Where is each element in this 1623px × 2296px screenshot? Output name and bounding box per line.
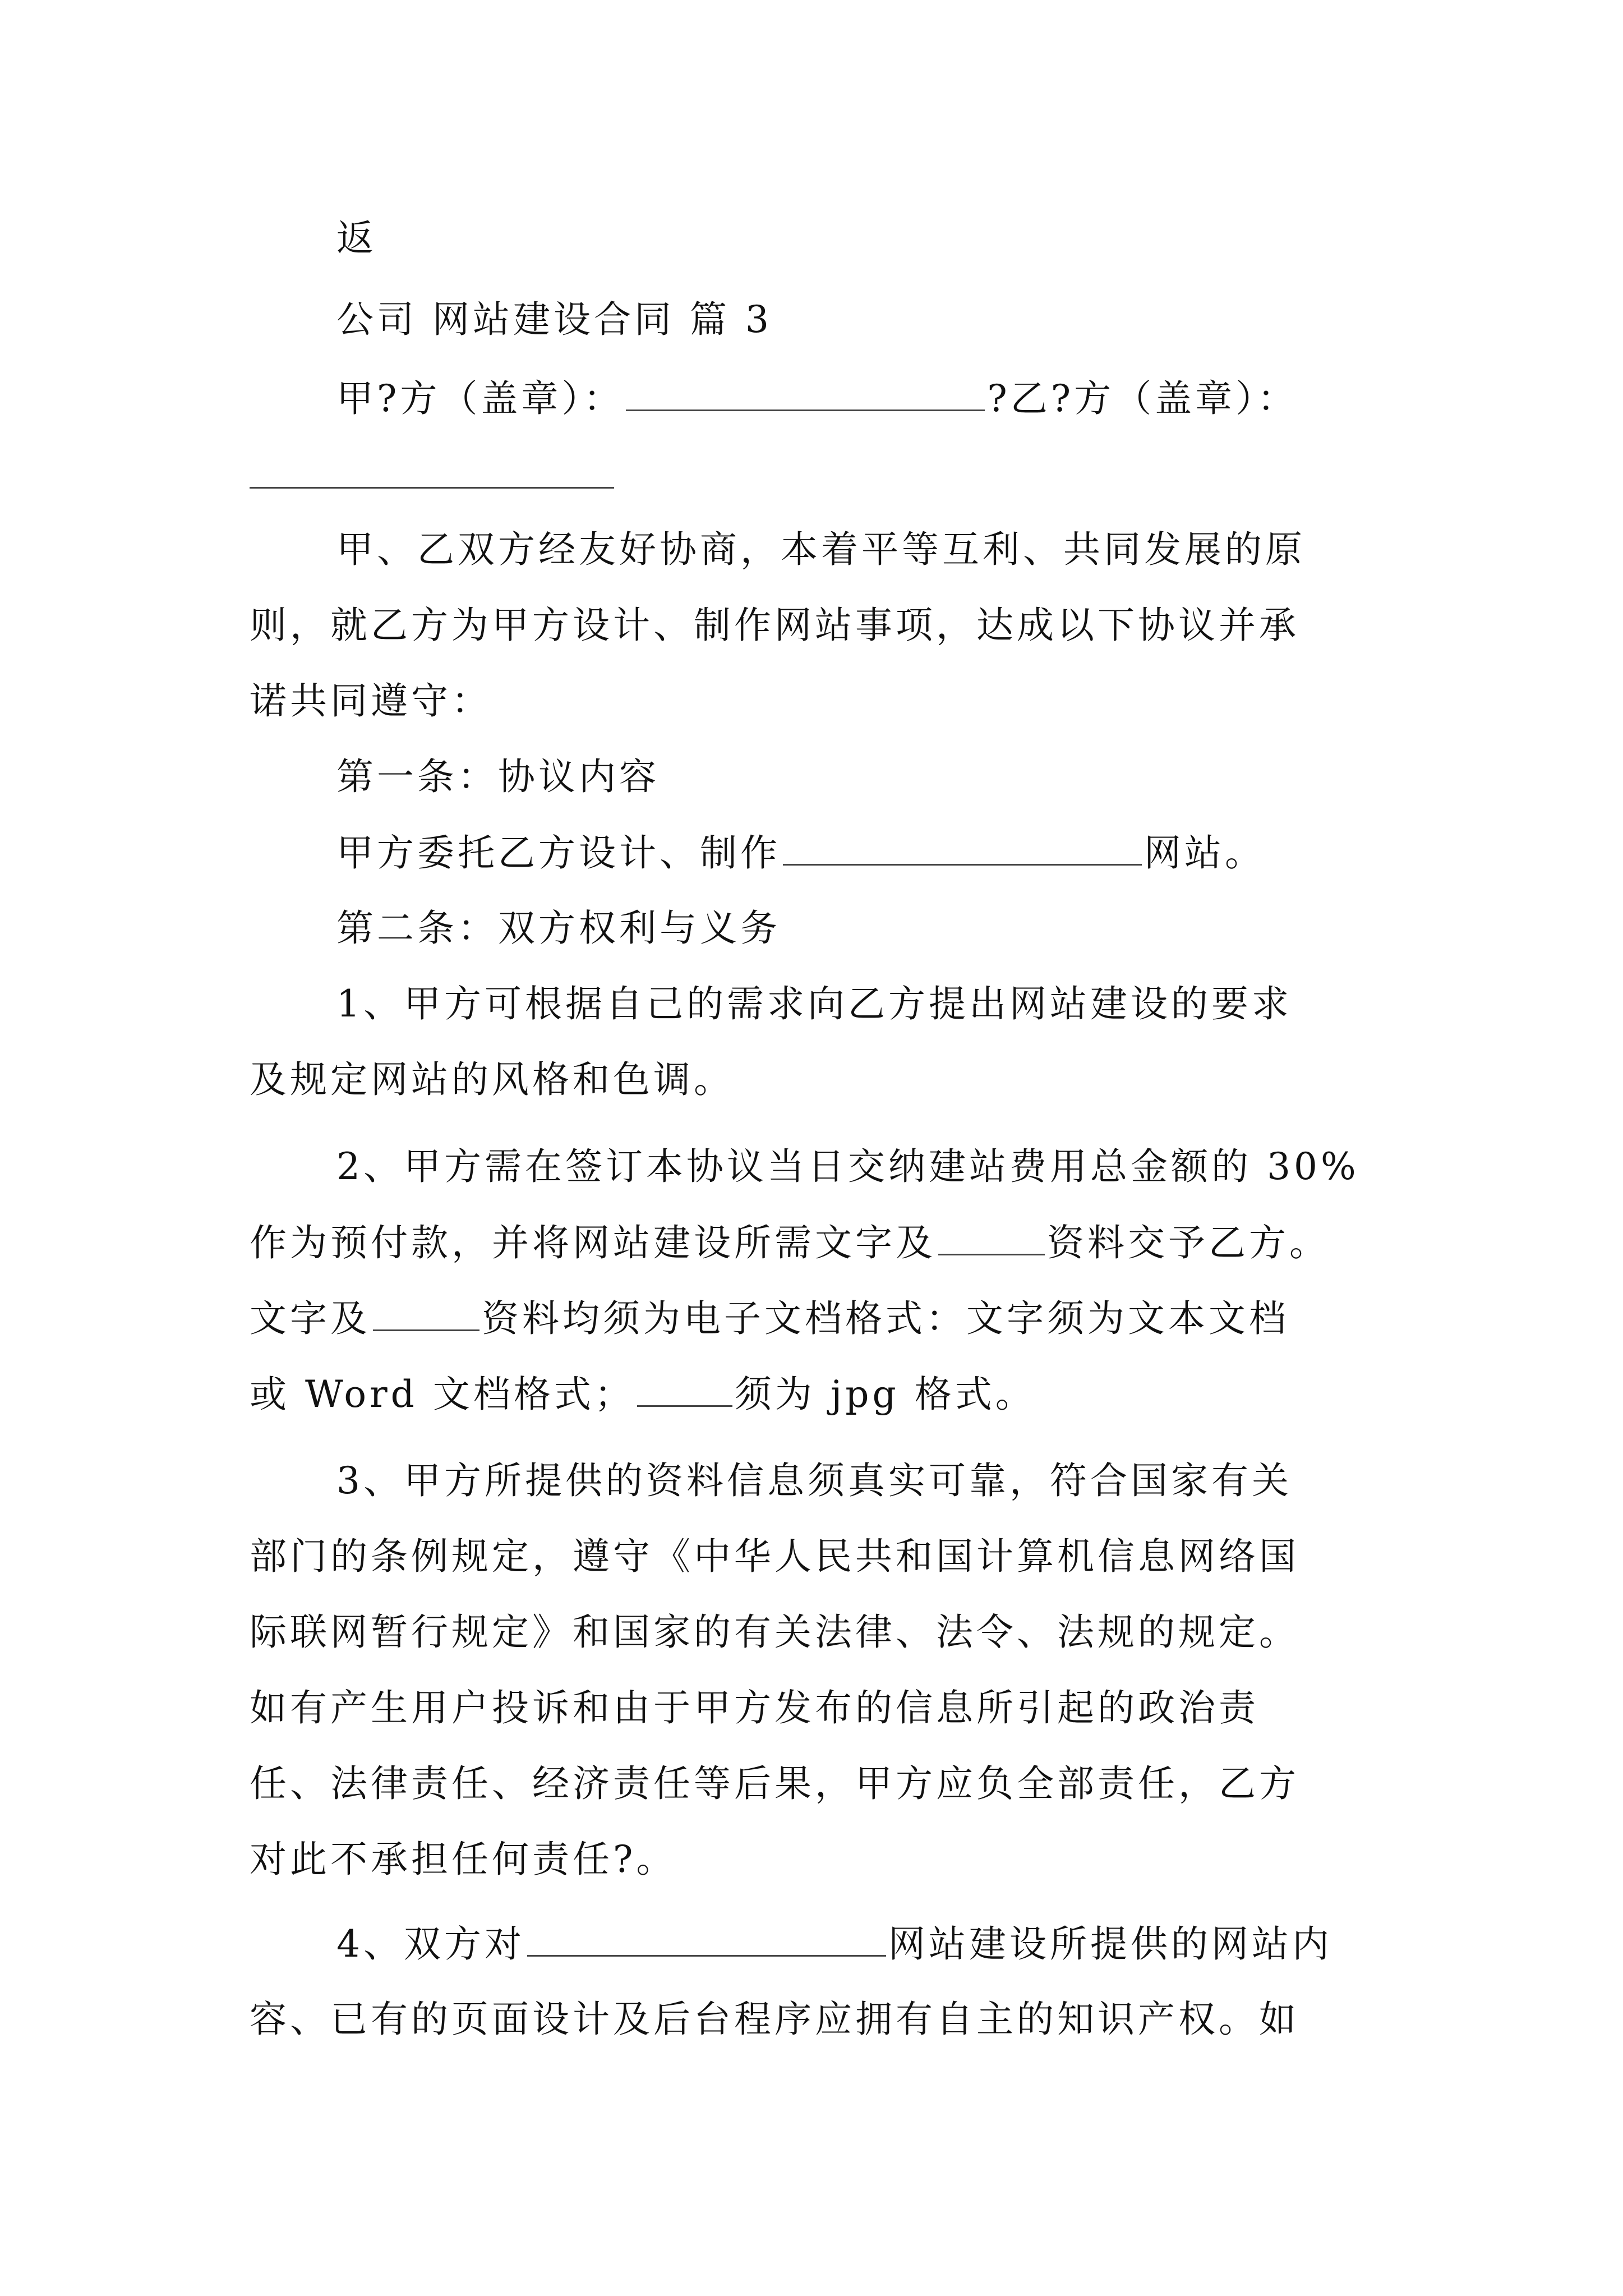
text-fragment: 1、甲方可根据自己的需求向乙方提出网站建设的要求 xyxy=(336,982,1292,1025)
website-name-blank xyxy=(527,1921,886,1957)
clause-2-line-4 xyxy=(250,1372,1036,1417)
clause-3-line-1 xyxy=(336,1458,1292,1503)
image-blank xyxy=(637,1372,732,1407)
text-fragment: 对此不承担任何责任?。 xyxy=(250,1838,677,1881)
text-fragment: 文字及 xyxy=(250,1297,371,1340)
text-fragment: 容、已有的页面设计及后台程序应拥有自主的知识产权。如 xyxy=(250,1998,1299,2041)
text-fragment: 部门的条例规定，遵守《中华人民共和国计算机信息网络国 xyxy=(250,1535,1299,1578)
text-line-intro-3 xyxy=(250,679,492,724)
text-fragment: 公司 网站建设合同 篇 3 xyxy=(336,298,772,341)
text-fragment: 4、双方对 xyxy=(336,1922,525,1966)
text-fragment: 甲方委托乙方设计、制作 xyxy=(336,831,781,875)
clause-4-line-2 xyxy=(250,1997,1299,2042)
text-fragment: 甲、乙双方经友好协商，本着平等互利、共同发展的原 xyxy=(336,528,1306,571)
party-a-blank xyxy=(626,376,985,411)
text-fragment: 则，就乙方为甲方设计、制作网站事项，达成以下协议并承 xyxy=(250,604,1299,647)
text-line-intro-1 xyxy=(336,527,1306,572)
text-fragment: 任、法律责任、经济责任等后果，甲方应负全部责任，乙方 xyxy=(250,1762,1299,1805)
article-1-heading xyxy=(336,754,660,799)
party-a-label: 甲?方（盖章）： xyxy=(336,377,624,420)
text-line-1 xyxy=(336,216,377,261)
text-fragment: 第一条：协议内容 xyxy=(336,755,660,798)
clause-2-line-3 xyxy=(250,1296,1289,1341)
text-fragment: 作为预付款，并将网站建设所需文字及 xyxy=(250,1221,936,1264)
materials-blank xyxy=(938,1220,1045,1255)
text-fragment: 2、甲方需在签订本协议当日交纳建站费用总金额的 30% xyxy=(336,1145,1359,1188)
text-fragment: 网站。 xyxy=(1144,831,1265,875)
text-fragment: 返 xyxy=(336,217,377,260)
clause-3-line-6 xyxy=(250,1837,676,1882)
text-fragment: 或 Word 文档格式； xyxy=(250,1373,635,1416)
clause-1-line-2 xyxy=(250,1057,734,1102)
website-name-blank xyxy=(783,830,1142,866)
text-fragment: 际联网暂行规定》和国家的有关法律、法令、法规的规定。 xyxy=(250,1611,1299,1654)
party-line xyxy=(336,376,1298,421)
text-fragment: 诺共同遵守： xyxy=(250,679,492,723)
clause-3-line-5 xyxy=(250,1761,1299,1806)
materials-blank xyxy=(373,1296,479,1331)
party-b-blank xyxy=(250,487,614,489)
clause-3-line-4 xyxy=(250,1686,1259,1731)
section-title xyxy=(336,297,772,342)
text-fragment: 3、甲方所提供的资料信息须真实可靠，符合国家有关 xyxy=(336,1459,1292,1502)
clause-2-line-1 xyxy=(336,1144,1359,1189)
text-fragment: 资料交予乙方。 xyxy=(1047,1221,1330,1264)
text-fragment: 资料均须为电子文档格式：文字须为文本文档 xyxy=(482,1297,1289,1340)
text-fragment: 网站建设所提供的网站内 xyxy=(888,1922,1332,1966)
clause-3-line-2 xyxy=(250,1534,1299,1579)
clause-4-line-1 xyxy=(336,1921,1332,1967)
party-b-label: ?乙?方（盖章）： xyxy=(987,377,1298,420)
clause-1-line-1 xyxy=(336,982,1292,1027)
article-1-body xyxy=(336,830,1265,876)
article-2-heading xyxy=(336,906,781,951)
clause-3-line-3 xyxy=(250,1610,1299,1655)
text-fragment: 第二条：双方权利与义务 xyxy=(336,907,781,950)
clause-2-line-2 xyxy=(250,1220,1330,1266)
text-fragment: 须为 jpg 格式。 xyxy=(734,1373,1036,1416)
text-fragment: 如有产生用户投诉和由于甲方发布的信息所引起的政治责 xyxy=(250,1686,1259,1729)
text-line-intro-2 xyxy=(250,603,1299,648)
text-fragment: 及规定网站的风格和色调。 xyxy=(250,1058,734,1101)
